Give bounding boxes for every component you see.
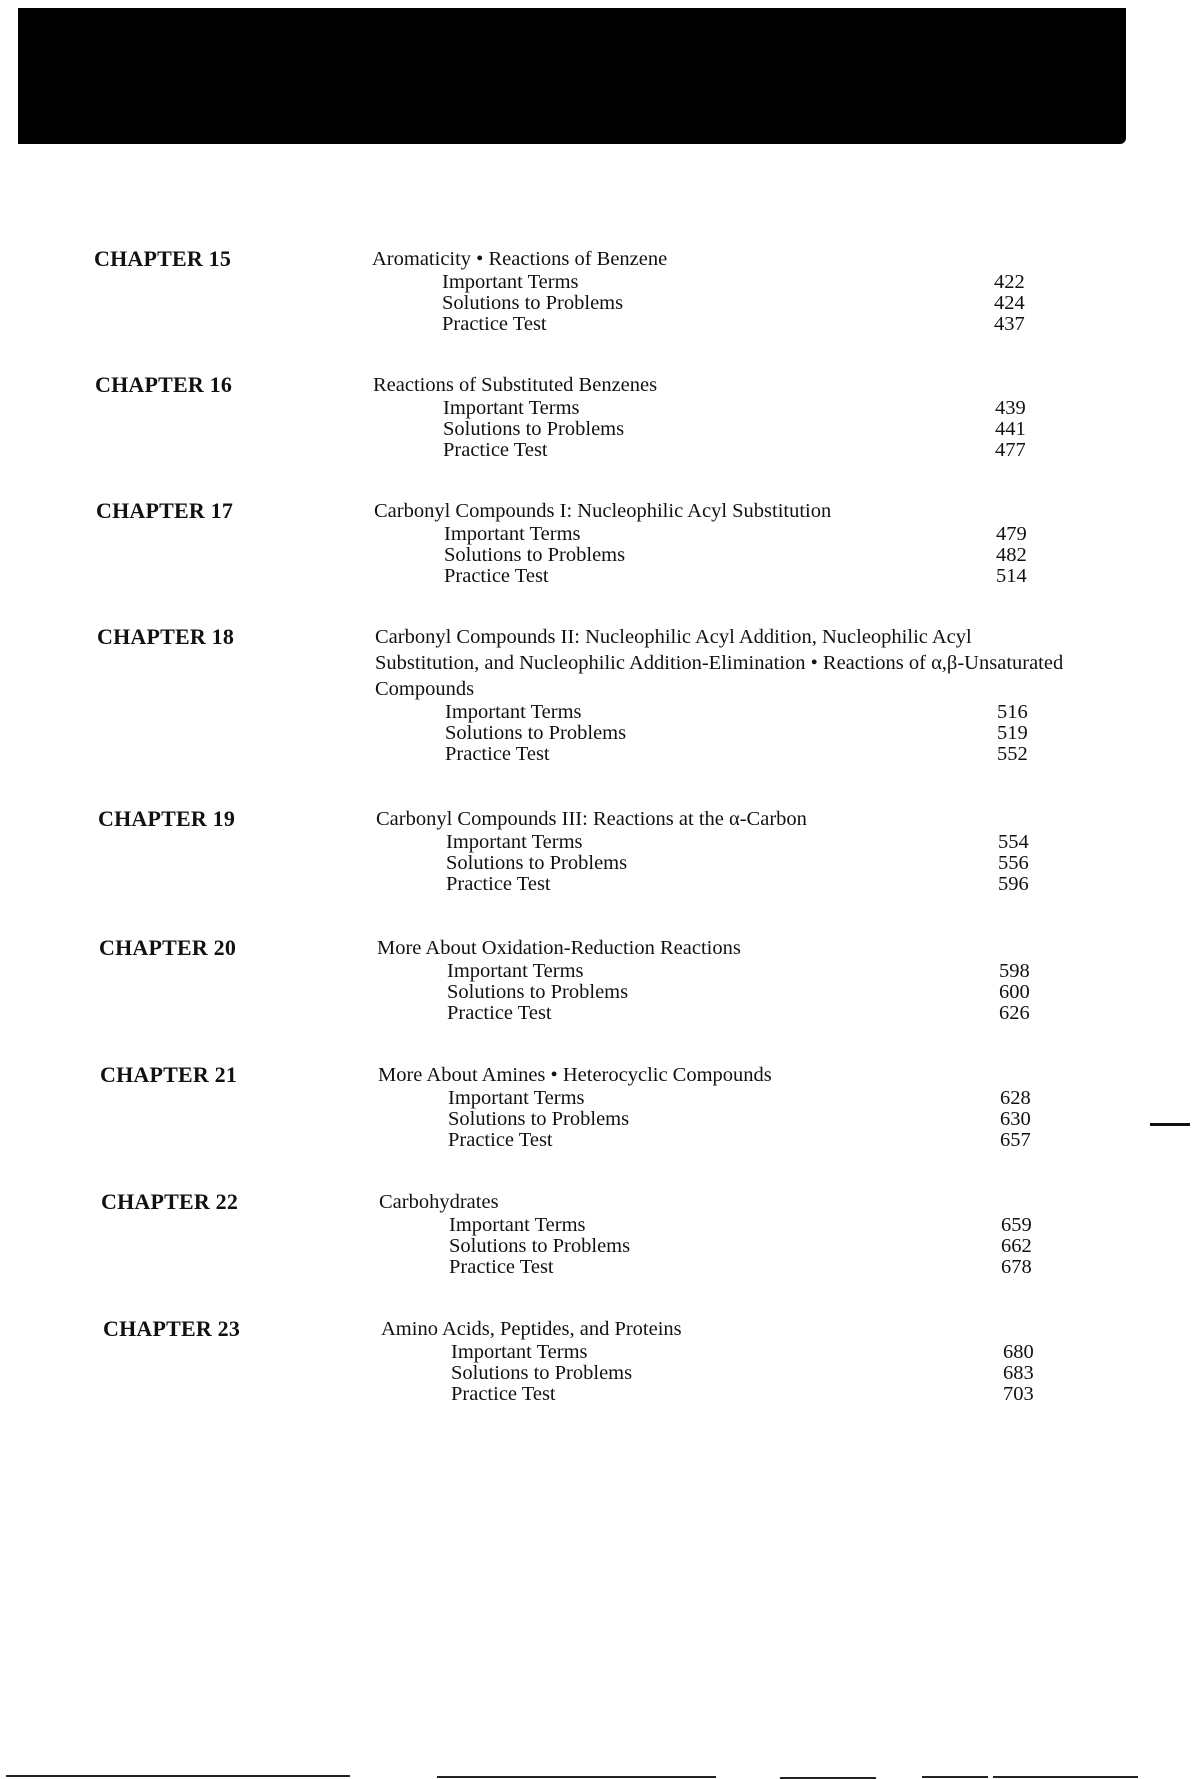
entry-page-number: 596 xyxy=(998,873,1029,895)
entry-page-number: 683 xyxy=(1003,1362,1034,1384)
toc-entry[interactable] xyxy=(375,723,1075,744)
entry-page-number: 482 xyxy=(996,544,1027,566)
entry-label: Practice Test xyxy=(448,1129,553,1151)
entry-page-number: 556 xyxy=(998,852,1029,874)
chapter-body xyxy=(378,1062,1078,1151)
toc-entry[interactable] xyxy=(381,1342,1081,1363)
entry-label: Solutions to Problems xyxy=(443,418,625,440)
toc-entry[interactable] xyxy=(376,853,1076,874)
entry-page-number: 659 xyxy=(1001,1214,1032,1236)
toc-entry[interactable] xyxy=(374,566,1074,587)
entry-label: Important Terms xyxy=(449,1214,586,1236)
chapter-title: More About Amines • Heterocyclic Compounds xyxy=(378,1064,772,1086)
entry-page-number: 662 xyxy=(1001,1235,1032,1257)
entry-page-number: 552 xyxy=(997,743,1028,765)
chapter-label: CHAPTER 15 xyxy=(94,246,232,271)
entry-page-number: 600 xyxy=(999,981,1030,1003)
entry-page-number: 514 xyxy=(996,565,1027,587)
toc-entry[interactable] xyxy=(379,1215,1079,1236)
divider-rule xyxy=(993,1776,1138,1778)
toc-entry[interactable] xyxy=(373,440,1073,461)
entry-label: Practice Test xyxy=(445,743,550,765)
toc-entry[interactable] xyxy=(375,744,1075,765)
entry-page-number: 439 xyxy=(995,397,1026,419)
toc-entry[interactable] xyxy=(381,1384,1081,1405)
entry-page-number: 441 xyxy=(995,418,1026,440)
entry-label: Solutions to Problems xyxy=(442,292,624,314)
entry-page-number: 630 xyxy=(1000,1108,1031,1130)
toc-entry[interactable] xyxy=(377,982,1077,1003)
toc-entry[interactable] xyxy=(379,1236,1079,1257)
toc-entry[interactable] xyxy=(378,1109,1078,1130)
toc-entry[interactable] xyxy=(372,314,1072,335)
entry-label: Practice Test xyxy=(449,1256,554,1278)
entry-page-number: 598 xyxy=(999,960,1030,982)
chapter-title: Aromaticity • Reactions of Benzene xyxy=(372,248,668,270)
entry-label: Important Terms xyxy=(444,523,581,545)
chapter-title: Amino Acids, Peptides, and Proteins xyxy=(381,1318,682,1340)
chapter-body xyxy=(375,624,1075,765)
chapter-body xyxy=(373,372,1073,461)
entry-page-number: 424 xyxy=(994,292,1025,314)
entry-label: Solutions to Problems xyxy=(446,852,628,874)
chapter-title: Carbonyl Compounds III: Reactions at the α-Carbon xyxy=(376,808,807,830)
toc-entry[interactable] xyxy=(377,961,1077,982)
entry-label: Solutions to Problems xyxy=(447,981,629,1003)
chapter-body xyxy=(377,935,1077,1024)
entry-page-number: 628 xyxy=(1000,1087,1031,1109)
chapter-body xyxy=(376,806,1076,895)
entry-label: Practice Test xyxy=(451,1383,556,1405)
chapter-label: CHAPTER 19 xyxy=(98,806,236,831)
toc-entry[interactable] xyxy=(377,1003,1077,1024)
entry-page-number: 657 xyxy=(1000,1129,1031,1151)
entry-page-number: 626 xyxy=(999,1002,1030,1024)
entry-page-number: 422 xyxy=(994,271,1025,293)
entry-label: Practice Test xyxy=(442,313,547,335)
toc-entry[interactable] xyxy=(375,702,1075,723)
chapter-title: More About Oxidation-Reduction Reactions xyxy=(377,937,741,959)
chapter-body xyxy=(381,1316,1081,1405)
chapter-body xyxy=(374,498,1074,587)
entry-label: Practice Test xyxy=(443,439,548,461)
toc-entry[interactable] xyxy=(379,1257,1079,1278)
entry-page-number: 703 xyxy=(1003,1383,1034,1405)
entry-page-number: 678 xyxy=(1001,1256,1032,1278)
chapter-label: CHAPTER 21 xyxy=(100,1062,238,1087)
toc-entry[interactable] xyxy=(374,545,1074,566)
entry-label: Solutions to Problems xyxy=(448,1108,630,1130)
entry-label: Important Terms xyxy=(442,271,579,293)
entry-page-number: 437 xyxy=(994,313,1025,335)
entry-page-number: 516 xyxy=(997,701,1028,723)
toc-entry[interactable] xyxy=(381,1363,1081,1384)
toc-entry[interactable] xyxy=(372,293,1072,314)
toc-entry[interactable] xyxy=(374,524,1074,545)
entry-label: Solutions to Problems xyxy=(444,544,626,566)
entry-label: Important Terms xyxy=(446,831,583,853)
toc-entry[interactable] xyxy=(372,272,1072,293)
entry-label: Important Terms xyxy=(443,397,580,419)
chapter-body xyxy=(372,246,1072,335)
entry-label: Practice Test xyxy=(446,873,551,895)
chapter-label: CHAPTER 16 xyxy=(95,372,233,397)
chapter-label: CHAPTER 22 xyxy=(101,1189,239,1214)
entry-page-number: 680 xyxy=(1003,1341,1034,1363)
toc-entry[interactable] xyxy=(376,874,1076,895)
divider-rule xyxy=(437,1776,716,1778)
entry-page-number: 477 xyxy=(995,439,1026,461)
toc-entry[interactable] xyxy=(373,419,1073,440)
entry-label: Important Terms xyxy=(447,960,584,982)
chapter-label: CHAPTER 23 xyxy=(103,1316,241,1341)
entry-page-number: 519 xyxy=(997,722,1028,744)
chapter-title: Reactions of Substituted Benzenes xyxy=(373,374,658,396)
entry-label: Important Terms xyxy=(451,1341,588,1363)
toc-entry[interactable] xyxy=(378,1088,1078,1109)
divider-rule xyxy=(6,1775,350,1777)
entry-label: Solutions to Problems xyxy=(451,1362,633,1384)
entry-page-number: 554 xyxy=(998,831,1029,853)
entry-label: Practice Test xyxy=(447,1002,552,1024)
chapter-label: CHAPTER 18 xyxy=(97,624,235,649)
entry-label: Important Terms xyxy=(448,1087,585,1109)
toc-entry[interactable] xyxy=(378,1130,1078,1151)
entry-page-number: 479 xyxy=(996,523,1027,545)
chapter-title: Carbohydrates xyxy=(379,1191,499,1213)
chapter-title: Carbonyl Compounds I: Nucleophilic Acyl Substitution xyxy=(374,500,832,522)
toc-entry[interactable] xyxy=(376,832,1076,853)
toc-entry[interactable] xyxy=(373,398,1073,419)
chapter-label: CHAPTER 20 xyxy=(99,935,237,960)
entry-label: Practice Test xyxy=(444,565,549,587)
entry-label: Important Terms xyxy=(445,701,582,723)
chapter-title: Carbonyl Compounds II: Nucleophilic Acyl Addition, Nucleophilic Acyl Substitution, and Nucleophilic Addition-Elimination • Reactions of α,β-Unsaturated Compounds xyxy=(375,626,1064,700)
entry-label: Solutions to Problems xyxy=(445,722,627,744)
chapter-label: CHAPTER 17 xyxy=(96,498,234,523)
margin-mark xyxy=(1150,1123,1190,1126)
chapter-body xyxy=(379,1189,1079,1278)
entry-label: Solutions to Problems xyxy=(449,1235,631,1257)
divider-rule xyxy=(922,1776,988,1778)
